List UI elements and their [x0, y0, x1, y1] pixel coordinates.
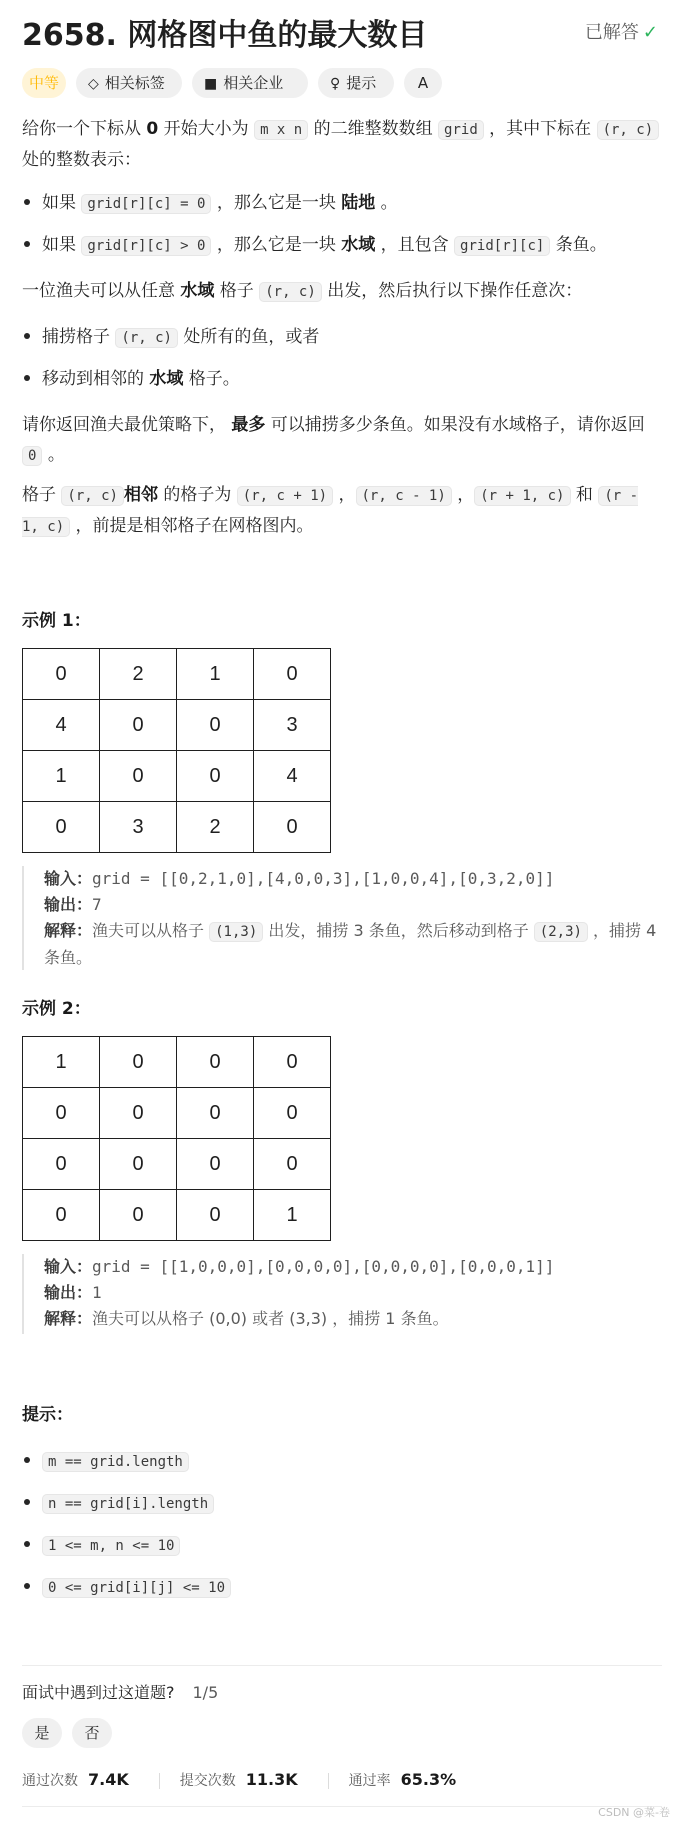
grid-cell: 1 [23, 751, 100, 802]
grid-row [23, 1139, 331, 1190]
grid-cell: 0 [23, 802, 100, 853]
grid-cell: 4 [23, 700, 100, 751]
grid-cell: 0 [100, 751, 177, 802]
interview-question: 面试中遇到过这道题? 1/5 [22, 1683, 219, 1702]
constraint-item: 0 <= grid[i][j] <= 10 [22, 1572, 662, 1603]
grid-cell: 0 [177, 1037, 254, 1088]
grid-cell: 0 [254, 1139, 331, 1190]
submissions-count: 11.3K [245, 1770, 298, 1789]
example1-block: 输入：grid = [[0,2,1,0],[4,0,0,3],[1,0,0,4],[0,3,2,0]] 输出：7 解释：渔夫可以从格子 (1,3) 出发，捕捞 3 条鱼，然后移动到格子 (2,3) ，捕捞 4 条鱼。 [22, 866, 662, 970]
tag-icon: ◇ [88, 76, 99, 92]
grid-cell: 0 [177, 1088, 254, 1139]
related-tags-label: 相关标签 [104, 74, 165, 92]
grid-cell: 0 [23, 1139, 100, 1190]
description-p1: 给你一个下标从 0 开始大小为 m x n 的二维整数数组 grid ，其中下标在 (r, c) 处的整数表示： [22, 114, 662, 175]
grid-cell: 0 [254, 649, 331, 700]
example1-input: grid = [[0,2,1,0],[4,0,0,3],[1,0,0,4],[0,3,2,0]] [92, 869, 555, 888]
grid-cell: 2 [177, 802, 254, 853]
bullet-move: 移动到相邻的 水域 格子。 [22, 364, 662, 394]
example1-heading: 示例 1： [22, 611, 91, 631]
grid-cell: 0 [177, 1190, 254, 1241]
description-p3: 请你返回渔夫最优策略下， 最多 可以捕捞多少条鱼。如果没有水域格子，请你返回 0 。 [22, 415, 645, 465]
example2-explain: 渔夫可以从格子 (0,0) 或者 (3,3) ，捕捞 1 条鱼。 [92, 1309, 449, 1328]
grid-cell: 0 [254, 802, 331, 853]
grid-cell: 0 [23, 1088, 100, 1139]
solved-label: 已解答 [584, 22, 639, 43]
grid-cell: 0 [100, 1037, 177, 1088]
grid-cell: 3 [254, 700, 331, 751]
related-tags-button[interactable] [76, 68, 182, 98]
grid-row [23, 700, 331, 751]
constraint-item: n == grid[i].length [22, 1488, 662, 1519]
bullet-land: 如果 grid[r][c] = 0 ，那么它是一块 陆地 。 [22, 188, 662, 219]
grid-cell: 0 [100, 700, 177, 751]
example2-grid [22, 1036, 331, 1241]
related-companies-label: 相关企业 [223, 74, 284, 92]
yes-button[interactable]: 是 [22, 1718, 62, 1748]
no-button[interactable]: 否 [72, 1718, 112, 1748]
acceptance-rate: 65.3% [400, 1770, 457, 1789]
constraint-item: 1 <= m, n <= 10 [22, 1530, 662, 1561]
grid-row [23, 1037, 331, 1088]
grid-cell: 3 [100, 802, 177, 853]
example2-input: grid = [[1,0,0,0],[0,0,0,0],[0,0,0,0],[0,0,0,1]] [92, 1257, 555, 1276]
grid-cell: 0 [100, 1139, 177, 1190]
grid-cell: 4 [254, 751, 331, 802]
grid-cell: 0 [100, 1190, 177, 1241]
divider [22, 1665, 662, 1666]
grid-row [23, 802, 331, 853]
hint-button[interactable] [318, 68, 394, 98]
translate-button[interactable] [404, 68, 442, 98]
example2-heading: 示例 2： [22, 999, 91, 1019]
problem-title: 2658. 网格图中鱼的最大数目 [22, 18, 428, 53]
watermark: CSDN @菜-卷 [598, 1806, 670, 1819]
difficulty-badge: 中等 [22, 68, 66, 98]
bullet-catch: 捕捞格子 (r, c) 处所有的鱼，或者 [22, 322, 662, 353]
grid-row [23, 751, 331, 802]
example1-output: 7 [92, 895, 102, 914]
grid-row [23, 1088, 331, 1139]
accepted-count: 7.4K [88, 1770, 129, 1789]
accepted-label: 通过次数 [22, 1773, 78, 1789]
example2-output: 1 [92, 1283, 102, 1302]
grid-cell: 1 [254, 1190, 331, 1241]
grid-cell: 0 [254, 1037, 331, 1088]
rate-label: 通过率 [348, 1773, 391, 1789]
grid-row [23, 649, 331, 700]
submissions-label: 提交次数 [179, 1773, 236, 1789]
constraint-item: m == grid.length [22, 1446, 662, 1477]
stats-bar [22, 1768, 486, 1792]
grid-cell: 0 [177, 700, 254, 751]
grid-cell: 1 [23, 1037, 100, 1088]
solved-status [585, 18, 658, 44]
bullet-water: 如果 grid[r][c] > 0 ，那么它是一块 水域 ，且包含 grid[r][c] 条鱼。 [22, 230, 662, 261]
example1-grid [22, 648, 331, 853]
constraints-heading: 提示： [22, 1405, 73, 1425]
example2-block: 输入：grid = [[1,0,0,0],[0,0,0,0],[0,0,0,0],[0,0,0,1]] 输出：1 解释：渔夫可以从格子 (0,0) 或者 (3,3) ，捕捞 1 条鱼。 [22, 1254, 662, 1334]
interview-fraction: 1/5 [192, 1683, 219, 1702]
grid-cell: 1 [177, 649, 254, 700]
grid-cell: 0 [23, 1190, 100, 1241]
grid-cell: 0 [100, 1088, 177, 1139]
description-p2: 一位渔夫可以从任意 水域 格子 (r, c) 出发，然后执行以下操作任意次： [22, 281, 583, 301]
grid-cell: 0 [177, 751, 254, 802]
grid-cell: 0 [177, 1139, 254, 1190]
grid-cell: 0 [254, 1088, 331, 1139]
grid-cell: 2 [100, 649, 177, 700]
grid-row [23, 1190, 331, 1241]
divider [22, 1806, 662, 1807]
lightbulb-icon: ♀ [330, 76, 341, 92]
description-p4: 格子 (r, c) 相邻 的格子为 (r, c + 1) ， (r, c - 1) ， (r + 1, c) 和 (r - 1, c) ，前提是相邻格子在网格图内。 [22, 485, 639, 536]
hint-label: 提示 [346, 74, 377, 92]
translate-icon: A [417, 74, 429, 92]
grid-cell: 0 [23, 649, 100, 700]
title-row [22, 10, 658, 54]
related-companies-button[interactable] [192, 68, 308, 98]
lock-icon: ■ [204, 76, 218, 92]
check-icon: ✓ [642, 22, 658, 43]
